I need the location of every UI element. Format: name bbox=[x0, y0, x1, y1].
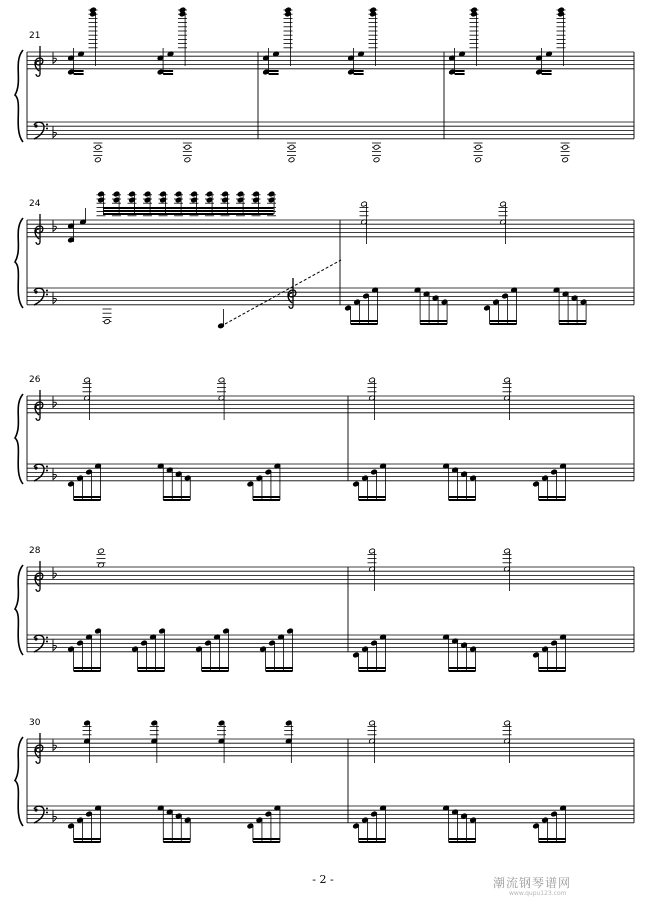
measure-number: 26 bbox=[29, 375, 41, 385]
treble-clef bbox=[288, 278, 296, 308]
bass-clef-dot bbox=[34, 808, 37, 811]
key-signature-flat bbox=[53, 396, 56, 407]
note-head bbox=[184, 144, 191, 150]
score-system-2 bbox=[15, 191, 634, 328]
bass-clef-dot bbox=[46, 124, 48, 126]
bass-clef-dot bbox=[46, 637, 48, 639]
key-signature-flat bbox=[53, 220, 56, 231]
bass-clef-dot bbox=[34, 466, 37, 469]
treble-clef bbox=[35, 390, 43, 420]
bass-clef-dot bbox=[46, 290, 48, 292]
page-number: - 2 - bbox=[312, 873, 334, 886]
note-head bbox=[95, 157, 102, 163]
key-signature-flat bbox=[53, 640, 56, 651]
note-head bbox=[475, 144, 482, 150]
key-signature-flat bbox=[53, 469, 56, 480]
system-brace bbox=[15, 218, 23, 308]
score-system-4 bbox=[15, 546, 634, 671]
bass-clef-dot bbox=[46, 812, 48, 814]
key-signature-flat bbox=[53, 52, 56, 63]
measure-number: 28 bbox=[29, 546, 41, 556]
system-brace bbox=[15, 394, 23, 484]
bass-clef-dot bbox=[46, 641, 48, 643]
note-head bbox=[98, 548, 105, 554]
bass-clef-dot bbox=[46, 128, 48, 130]
treble-clef bbox=[35, 214, 43, 244]
treble-clef bbox=[35, 733, 43, 763]
watermark-logo: 潮流钢琴谱网 bbox=[493, 876, 572, 890]
note-head bbox=[288, 144, 295, 150]
measure-number: 30 bbox=[29, 718, 41, 728]
bass-clef-dot bbox=[46, 470, 48, 472]
note-head bbox=[104, 319, 111, 325]
score-system-5 bbox=[15, 718, 634, 842]
bass-clef-dot bbox=[34, 290, 37, 293]
note-head bbox=[475, 157, 482, 163]
key-signature-flat bbox=[53, 293, 56, 304]
treble-clef bbox=[35, 46, 43, 76]
note-head bbox=[95, 144, 102, 150]
key-signature-flat bbox=[53, 567, 56, 578]
bass-clef-dot bbox=[34, 637, 37, 640]
measure-number: 21 bbox=[29, 31, 41, 41]
system-brace bbox=[15, 565, 23, 655]
note-head bbox=[184, 157, 191, 163]
key-signature-flat bbox=[53, 739, 56, 750]
bass-clef-dot bbox=[46, 466, 48, 468]
system-brace bbox=[15, 737, 23, 826]
bass-clef-dot bbox=[46, 294, 48, 296]
score-system-3 bbox=[15, 375, 634, 500]
bass-clef-dot bbox=[34, 124, 37, 127]
watermark-url: www.qupu123.com bbox=[509, 890, 567, 897]
note-head bbox=[562, 144, 569, 150]
note-head bbox=[373, 144, 380, 150]
key-signature-flat bbox=[53, 811, 56, 822]
treble-clef bbox=[35, 561, 43, 591]
measure-number: 24 bbox=[29, 199, 41, 209]
note-head bbox=[373, 157, 380, 163]
note-head bbox=[288, 157, 295, 163]
note-head bbox=[562, 157, 569, 163]
key-signature-flat bbox=[53, 127, 56, 138]
system-brace bbox=[15, 50, 23, 142]
score-system-1 bbox=[15, 7, 634, 162]
bass-clef-dot bbox=[46, 808, 48, 810]
